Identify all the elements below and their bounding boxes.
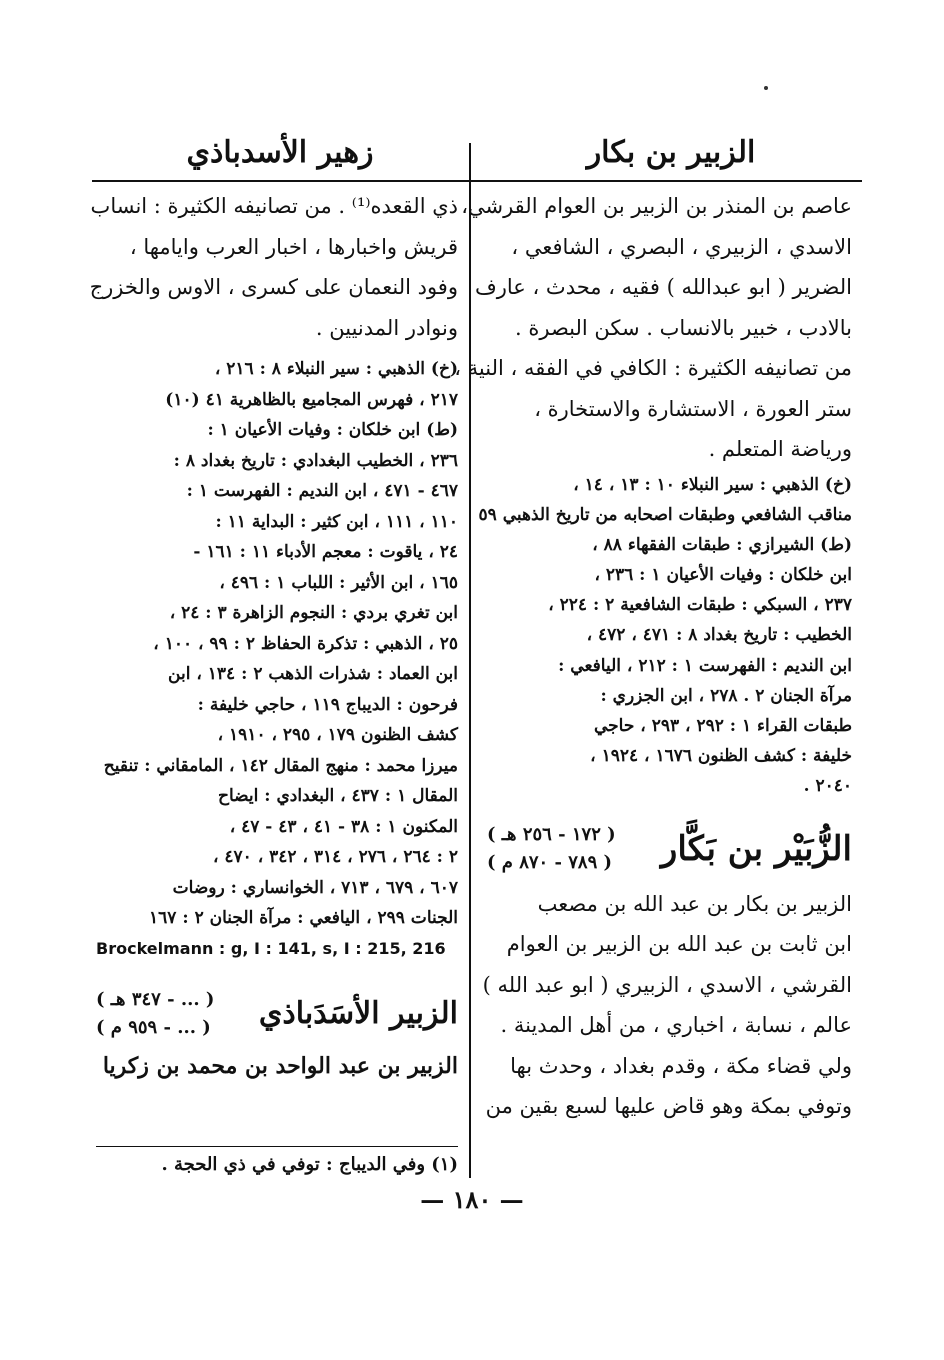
- entry-line: ابن ثابت بن عبد الله بن الزبير بن العوام: [506, 932, 852, 957]
- reference-line: ٤٦٧ - ٤٧١ ، ابن النديم : الفهرست ١ :: [186, 481, 458, 501]
- stray-mark: [764, 86, 768, 90]
- footnote-rule: [96, 1146, 458, 1147]
- reference-line: ١١٠ ، ١١١ ، ابن كثير : البداية ١١ :: [215, 511, 458, 532]
- entry-line: الزبير بن عبد الواحد بن محمد بن زكريا: [102, 1052, 458, 1079]
- body-line: عاصم بن المنذر بن الزبير بن العوام القرشي،: [461, 194, 852, 218]
- reference-line: المقال ١ : ٤٣٧ ، البغدادي : ايضاح: [218, 786, 458, 806]
- left-column: [89, 186, 458, 1086]
- date-hijri: ( ١٧٢ - ٢٥٦ هـ ): [487, 823, 616, 845]
- date-miladi: ( ... - ٩٥٩ م ): [96, 1016, 211, 1038]
- reference-line: خليفة : كشف الظنون ١٦٧٦ ، ١٩٢٤ ،: [590, 746, 852, 767]
- body-line: الاسدي ، الزبيري ، البصري ، الشافعي ،: [511, 234, 852, 259]
- entry-line: وتوفي بمكة وهو قاض عليها لسبع بقين من: [485, 1094, 852, 1119]
- reference-line: (ط) الشيرازي : طبقات الفقهاء ٨٨ ،: [592, 534, 852, 555]
- reference-line: ابن خلكان : وفيات الأعيان ١ : ٢٣٦ ،: [594, 565, 852, 586]
- reference-line: ٢٠٤٠ .: [803, 776, 852, 797]
- reference-line: (خ) الذهبي : سير النبلاء ١٠ : ١٣ ، ١٤ ،: [573, 474, 852, 495]
- spacer: [96, 964, 458, 982]
- reference-line: ميرزا محمد : منهج المقال ١٤٢ ، المامقاني : تنقيح: [103, 755, 458, 776]
- reference-line: كشف الظنون ١٧٩ ، ٢٩٥ ، ١٩١٠ ،: [217, 725, 458, 745]
- reference-line: (ط) ابن خلكان : وفيات الأعيان ١ :: [207, 420, 458, 440]
- latin-reference: Brockelmann : g, I : 141, s, I : 215, 216: [96, 938, 446, 958]
- reference-line: طبقات القراء ١ : ٢٩٢ ، ٢٩٣ ، حاجي: [594, 716, 852, 736]
- entry-heading: [96, 982, 458, 1046]
- reference-line: مرآة الجنان ٢ . ٢٧٨ ، ابن الجزري :: [600, 685, 852, 706]
- body-line: من تصانيفه الكثيرة : الكافي في الفقه ، النية ،: [454, 356, 852, 380]
- reference-line: ٢٤ ، ياقوت : معجم الأدباء ١١ : ١٦١ -: [193, 542, 458, 562]
- body-line: ونوادر المدنيين .: [315, 315, 458, 340]
- body-line: وفود النعمان على كسرى ، الاوس والخزرج: [89, 275, 458, 299]
- reference-line: ٢٥ ، الذهبي : تذكرة الحفاظ ٢ : ٩٩ ، ١٠٠ ،: [153, 633, 458, 654]
- body-line: ذي القعده⁽¹⁾ . من تصانيفه الكثيرة : انساب: [90, 194, 458, 218]
- running-header-right: الزبير بن بكار: [586, 135, 756, 170]
- footnote: (١) وفي الديباج : توفي في ذي الحجة .: [161, 1154, 458, 1175]
- body-line: بالادب ، خبير بالانساب . سكن البصرة .: [515, 315, 852, 340]
- reference-line: ١٦٥ ، ابن الأثير : اللباب ١ : ٤٩٦ ،: [219, 572, 458, 593]
- header-rule: [92, 180, 862, 182]
- reference-line: ابن تغري بردي : النجوم الزاهرة ٣ : ٢٤ ،: [169, 603, 458, 623]
- body-line: قريش واخبارها ، اخبار العرب وايامها ،: [129, 234, 458, 259]
- reference-line: ٦٠٧ ، ٦٧٩ ، ٧١٣ ، الخوانساري : روضات: [172, 877, 458, 898]
- body-line: ستر العورة ، الاستشارة والاستخارة ،: [534, 396, 852, 421]
- entry-heading: [487, 814, 852, 884]
- entry-title: الزبير الأسَدَباذي: [258, 996, 458, 1031]
- page-number: — ١٨٠ —: [420, 1185, 524, 1214]
- entry-line: الزبير بن بكار بن عبد الله بن مصعب: [537, 891, 852, 916]
- reference-line: الجنات ٢٩٩ ، اليافعي : مرآة الجنان ٢ : ١٦٧: [149, 908, 458, 928]
- column-divider: [469, 143, 471, 1178]
- entry-line: ولي قضاء مكة ، وقدم بغداد ، وحدث بها: [510, 1053, 852, 1078]
- right-column: [454, 186, 852, 1127]
- spacer: [487, 802, 852, 814]
- date-miladi: ( ٧٨٩ - ٨٧٠ م ): [487, 851, 613, 873]
- reference-line: ٢٣٦ ، الخطيب البغدادي : تاريخ بغداد ٨ :: [173, 450, 458, 471]
- body-line: الضرير ( ابو عبدالله ) فقيه ، محدث ، عارف: [474, 275, 852, 299]
- reference-line: ٢ : ٢٦٤ ، ٢٧٦ ، ٣١٤ ، ٣٤٢ ، ٤٧٠ ،: [212, 847, 458, 867]
- date-hijri: ( ... - ٣٤٧ هـ ): [96, 988, 215, 1010]
- entry-dates: [487, 821, 616, 877]
- entry-line: عالم ، نسابة ، اخباري ، من أهل المدينة .: [500, 1013, 852, 1038]
- reference-line: المكنون ١ : ٣٨ - ٤١ ، ٤٣ - ٤٧ ،: [229, 816, 458, 837]
- reference-line: مناقب الشافعي وطبقات اصحابه من تاريخ الذهبي ٥٩: [478, 504, 852, 525]
- reference-line: فرحون : الديباج ١١٩ ، حاجي خليفة :: [197, 694, 458, 715]
- entry-dates: [96, 986, 214, 1042]
- entry-line: القرشي ، الاسدي ، الزبيري ( ابو عبد الله ): [482, 972, 852, 997]
- reference-line: (خ) الذهبي : سير النبلاء ٨ : ٢١٦ ،: [214, 359, 458, 379]
- entry-title: الزُّبَيْر بن بَكَّار: [660, 828, 852, 869]
- reference-line: ابن النديم : الفهرست ١ : ٢١٢ ، اليافعي :: [558, 655, 852, 676]
- reference-line: الخطيب : تاريخ بغداد ٨ : ٤٧١ ، ٤٧٢ ،: [586, 625, 852, 646]
- reference-line: ٢١٧ ، فهرس المجاميع بالظاهرية ٤١ (١٠): [165, 389, 458, 410]
- reference-line: ابن العماد : شذرات الذهب ٢ : ١٣٤ ، ابن: [168, 664, 458, 684]
- reference-line: ٢٣٧ ، السبكي : طبقات الشافعية ٢ : ٢٢٤ ،: [548, 595, 852, 616]
- body-line: ورياضة المتعلم .: [708, 437, 852, 461]
- running-header-left: زهير الأسدباذي: [186, 135, 374, 170]
